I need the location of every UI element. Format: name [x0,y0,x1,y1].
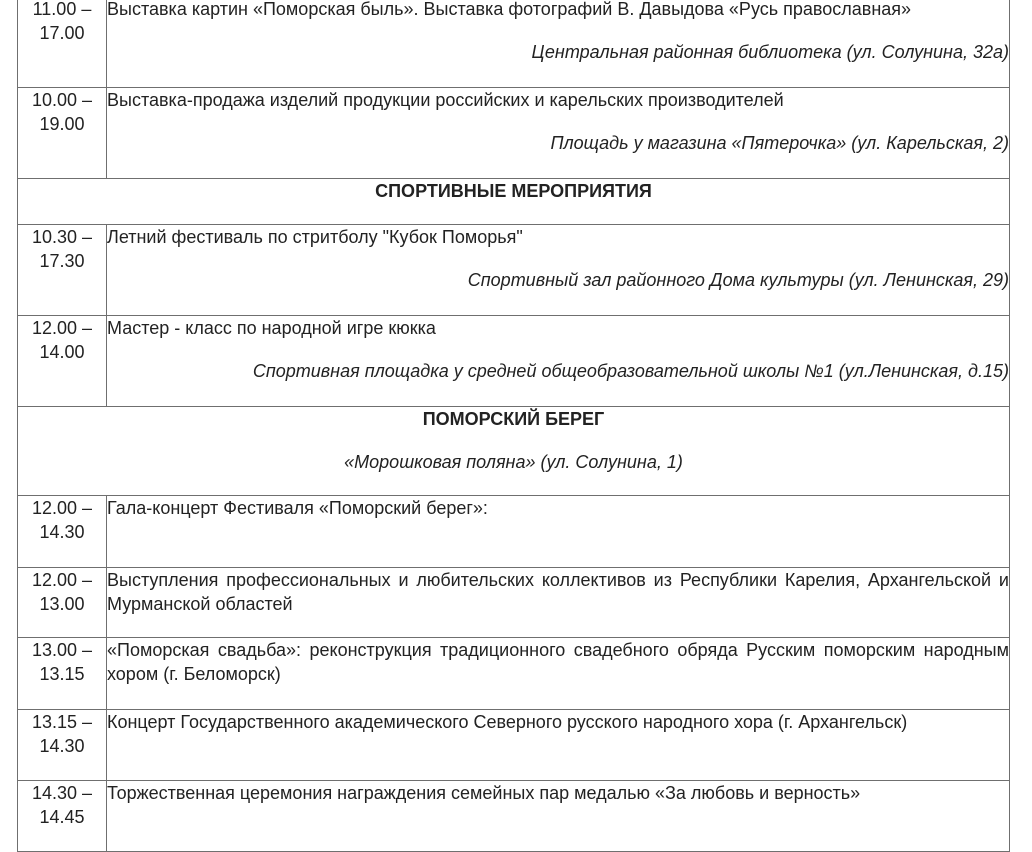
event-venue: Площадь у магазина «Пятерочка» (ул. Карельская, 2) [550,133,1009,153]
table-row [18,568,1010,638]
event-title: Торжественная церемония награждения семейных пар медалью «За любовь и верность» [107,783,861,803]
event-time: 10.00 – 19.00 [18,88,107,179]
event-description [107,781,1010,852]
section-header-row [18,179,1010,225]
event-description [107,710,1010,781]
event-time: 11.00 – 17.00 [18,0,107,88]
event-title: Выставка картин «Поморская быль». Выставка фотографий В. Давыдова «Русь православная» [107,0,912,19]
table-row [18,781,1010,852]
event-time: 10.30 – 17.30 [18,225,107,316]
event-time: 12.00 – 14.00 [18,316,107,407]
event-description [107,568,1010,638]
section-title: ПОМОРСКИЙ БЕРЕГ [422,409,605,429]
event-description [107,316,1010,407]
event-description [107,225,1010,316]
event-description [107,88,1010,179]
event-title: Выступления профессиональных и любительских коллективов из Республики Карелия, Архангельской и Мурманской областей [107,570,1009,614]
section-venue: «Морошковая поляна» (ул. Солунина, 1) [344,452,683,472]
table-row [18,496,1010,568]
event-time: 14.30 – 14.45 [18,781,107,852]
section-header [18,179,1010,225]
event-time: 12.00 – 13.00 [18,568,107,638]
event-time: 13.00 – 13.15 [18,638,107,710]
event-title: Концерт Государственного академического Северного русского народного хора (г. Архангельск) [107,712,908,732]
events-schedule-table [17,0,1010,852]
table-row [18,710,1010,781]
table-row [18,0,1010,88]
table-row [18,88,1010,179]
section-title: СПОРТИВНЫЕ МЕРОПРИЯТИЯ [375,181,652,201]
table-row [18,316,1010,407]
event-venue: Спортивная площадка у средней общеобразовательной школы №1 (ул.Ленинская, д.15) [252,361,1009,381]
event-venue: Центральная районная библиотека (ул. Солунина, 32а) [531,42,1009,62]
event-description [107,496,1010,568]
section-header [18,407,1010,496]
event-title: Гала-концерт Фестиваля «Поморский берег»: [107,498,488,518]
event-title: Выставка-продажа изделий продукции российских и карельских производителей [107,90,784,110]
event-title: Летний фестиваль по стритболу "Кубок Поморья" [107,227,523,247]
event-description [107,638,1010,710]
event-venue: Спортивный зал районного Дома культуры (ул. Ленинская, 29) [467,270,1009,290]
table-row [18,638,1010,710]
event-time: 13.15 – 14.30 [18,710,107,781]
event-description [107,0,1010,88]
event-title: «Поморская свадьба»: реконструкция традиционного свадебного обряда Русским поморским народным хором (г. Беломорск) [107,640,1009,684]
event-time: 12.00 – 14.30 [18,496,107,568]
event-title: Мастер - класс по народной игре кюкка [107,318,436,338]
section-header-row [18,407,1010,496]
table-row [18,225,1010,316]
